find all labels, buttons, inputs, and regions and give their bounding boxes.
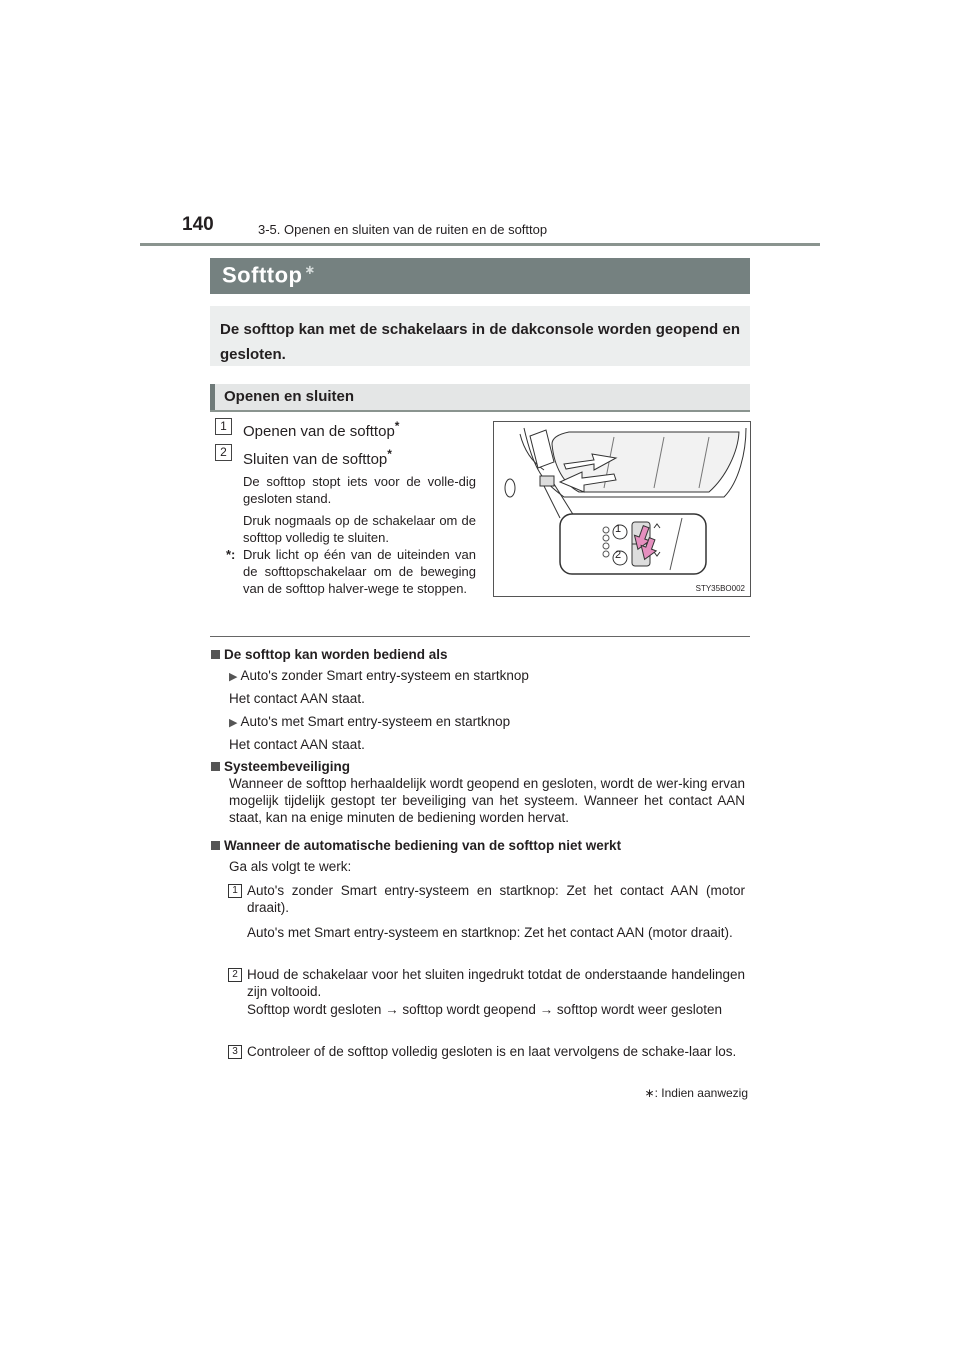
item-open-softtop bbox=[243, 419, 399, 440]
callout-2: 2 bbox=[615, 549, 622, 561]
footnote: ∗: Indien aanwezig bbox=[644, 1086, 748, 1100]
title-asterisk: ∗ bbox=[304, 262, 316, 277]
security-heading-row bbox=[211, 758, 350, 775]
softtop-switch-figure bbox=[493, 421, 751, 597]
star-note-mark: *: bbox=[226, 547, 236, 562]
security-heading: Systeembeveiliging bbox=[224, 759, 351, 774]
conditions-heading: De softtop kan worden bediend als bbox=[224, 647, 448, 662]
step-1-line-1: Auto's zonder Smart entry-systeem en startknop: Zet het contact AAN (motor draait). bbox=[247, 883, 745, 915]
header-rule bbox=[140, 243, 820, 246]
callout-1: 1 bbox=[615, 523, 622, 535]
divider bbox=[210, 636, 750, 637]
condition-bullet bbox=[229, 667, 529, 686]
triangle-bullet-icon: ▶ bbox=[229, 717, 238, 729]
section-header: 3-5. Openen en sluiten van de ruiten en de softtop bbox=[258, 222, 548, 237]
auto-fail-intro: Ga als volgt te werk: bbox=[229, 859, 352, 874]
close-note-2: Druk nogmaals op de schakelaar om de softtop volledig te sluiten. bbox=[243, 513, 476, 545]
condition-bullet bbox=[229, 713, 510, 732]
section-heading-bar bbox=[210, 384, 750, 412]
triangle-bullet-icon: ▶ bbox=[229, 671, 238, 683]
step-1-line-2: Auto's met Smart entry-systeem en startknop: Zet het contact AAN (motor draait). bbox=[247, 925, 733, 940]
page-number: 140 bbox=[182, 214, 214, 235]
item-star: * bbox=[387, 447, 392, 461]
title-bar bbox=[210, 258, 750, 294]
step-2-line-2: Softtop wordt gesloten → softtop wordt geopend → softtop wordt weer gesloten bbox=[247, 1002, 723, 1017]
page-title bbox=[222, 262, 316, 288]
condition-text: Het contact AAN staat. bbox=[229, 691, 365, 706]
close-note: De softtop stopt iets voor de volle-dig gesloten stand. bbox=[243, 474, 476, 506]
condition-text: Het contact AAN staat. bbox=[229, 737, 365, 752]
step-number-icon: 2 bbox=[228, 968, 242, 982]
section-accent bbox=[210, 384, 215, 410]
item-star: * bbox=[394, 419, 400, 433]
intro-text: De softtop kan met de schakelaars in de dakconsole worden geopend en gesloten. bbox=[220, 321, 740, 363]
square-bullet-icon bbox=[211, 762, 220, 771]
item-label: Openen van de softtop bbox=[243, 423, 395, 440]
intro-box bbox=[210, 306, 750, 366]
square-bullet-icon bbox=[211, 841, 220, 850]
star-note: Druk licht op één van de uiteinden van de softtopschakelaar om de beweging van de softtop halver-wege te stoppen. bbox=[243, 547, 476, 596]
item-number-icon: 2 bbox=[215, 444, 232, 461]
title-text: Softtop bbox=[222, 262, 303, 288]
section-heading: Openen en sluiten bbox=[224, 388, 355, 405]
step-2-line-1: Houd de schakelaar voor het sluiten ingedrukt totdat de onderstaande handelingen zijn voltooid. bbox=[247, 967, 745, 999]
condition-bullet-text: Auto's met Smart entry-systeem en startknop bbox=[240, 714, 511, 729]
switch-illustration bbox=[494, 422, 750, 596]
step-number-icon: 1 bbox=[228, 884, 242, 898]
step-3-line-1: Controleer of de softtop volledig gesloten is en laat vervolgens de schake-laar los. bbox=[247, 1044, 737, 1059]
item-number-icon: 1 bbox=[215, 418, 232, 435]
security-text: Wanneer de softtop herhaaldelijk wordt geopend en gesloten, wordt de wer-king ervan mogelijk tijdelijk gestopt ter beveiliging van het systeem. Wanneer het contact AAN staat, kan na enige minuten de bediening worden hervat. bbox=[229, 776, 745, 825]
auto-fail-heading-row bbox=[211, 837, 621, 854]
item-label: Sluiten van de softtop bbox=[243, 451, 388, 468]
figure-code: STY35BO002 bbox=[695, 584, 745, 593]
square-bullet-icon bbox=[211, 650, 220, 659]
step-number-icon: 3 bbox=[228, 1045, 242, 1059]
conditions-heading-row bbox=[211, 646, 448, 663]
item-close-softtop bbox=[243, 447, 392, 468]
condition-bullet-text: Auto's zonder Smart entry-systeem en startknop bbox=[240, 668, 529, 683]
auto-fail-heading: Wanneer de automatische bediening van de softtop niet werkt bbox=[224, 838, 622, 853]
